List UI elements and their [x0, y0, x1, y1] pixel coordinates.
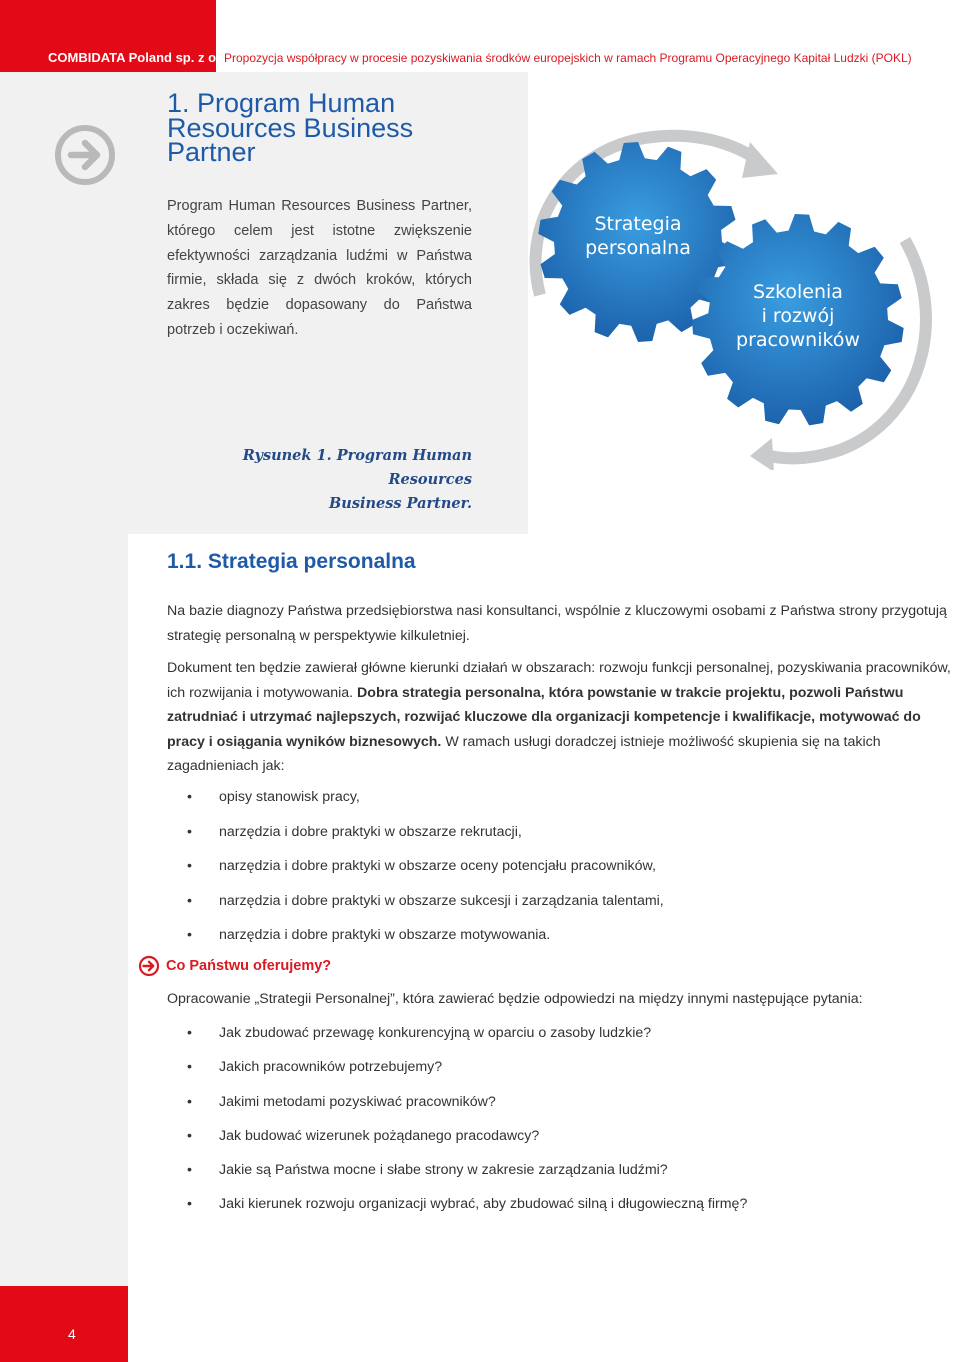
- section-paragraph-2: [167, 656, 957, 779]
- list-item: • narzędzia i dobre praktyki w obszarze oceny potencjału pracowników,: [187, 858, 664, 893]
- page-title: 1. Program Human Resources Business Partner: [167, 88, 414, 167]
- intro-text: Program Human Resources Business Partner, którego celem jest istotne zwiększenie efektywności zarządzania ludźmi w Państwa firmie, składa się z dwóch kroków, których zakres będzie dopasowany do Państwa potrzeb i oczekiwań.: [167, 198, 472, 338]
- header-title: Propozycja współpracy w procesie pozyskiwania środków europejskich w ramach Programu Operacyjnego Kapitał Ludzki (POKL): [224, 51, 912, 65]
- list-item: • Jaki kierunek rozwoju organizacji wybrać, aby zbudować silną i długowieczną firmę?: [187, 1196, 747, 1230]
- list-item: • Jak budować wizerunek pożądanego pracodawcy?: [187, 1128, 747, 1162]
- caption-line-1: Rysunek 1. Program Human Resources: [242, 447, 472, 488]
- gear2-label-line3: pracowników: [736, 329, 860, 351]
- list-item: • Jakie są Państwa mocne i słabe strony w zakresie zarządzania ludźmi?: [187, 1162, 747, 1196]
- gears-diagram: [510, 120, 950, 470]
- list-item: • Jakich pracowników potrzebujemy?: [187, 1059, 747, 1093]
- gear1-label-line2: personalna: [585, 237, 691, 259]
- list-item: • Jakimi metodami pozyskiwać pracowników?: [187, 1094, 747, 1128]
- left-sidebar: [0, 0, 128, 1362]
- offer-heading: [138, 955, 331, 977]
- list-item: • Jak zbudować przewagę konkurencyjną w oparciu o zasoby ludzkie?: [187, 1025, 747, 1059]
- page-number-box: [0, 1286, 128, 1362]
- list-item: • narzędzia i dobre praktyki w obszarze rekrutacji,: [187, 824, 664, 859]
- section-paragraph-1: Na bazie diagnozy Państwa przedsiębiorstwa nasi konsultanci, wspólnie z kluczowymi osobami z Państwa strony przygotują strategię personalną w perspektywie kilkuletniej.: [167, 603, 947, 644]
- list-item: • narzędzia i dobre praktyki w obszarze sukcesji i zarządzania talentami,: [187, 893, 664, 928]
- offer-intro: Opracowanie „Strategii Personalnej”, która zawierać będzie odpowiedzi na między innymi następujące pytania:: [167, 991, 863, 1007]
- offer-label: Co Państwu oferujemy?: [166, 958, 332, 974]
- para2-end: W ramach usługi doradczej istnieje możliwość skupienia się na takich zagadnieniach jak:: [167, 733, 881, 774]
- list-item: • narzędzia i dobre praktyki w obszarze motywowania.: [187, 927, 664, 962]
- para2-start: Dokument ten będzie zawierał główne kierunki działań w obszarach: rozwoju funkcji personalnej, pozyskiwania pracowników, ich rozwijania i motywowania.: [167, 660, 951, 701]
- gear2-label-line1: Szkolenia: [753, 281, 843, 303]
- section-title: 1.1. Strategia personalna: [167, 550, 416, 573]
- questions-list: [187, 1025, 747, 1231]
- gear2-label-line2: i rozwój: [761, 305, 835, 327]
- para2-bold: Dobra strategia personalna, która powstanie w trakcie projektu, pozwoli Państwu zatrudniać i utrzymać najlepszych, rozwijać kluczowe dla organizacji kompetencje i kwalifikacje, motywować do pracy i osiągania wyników biznesowych.: [167, 684, 921, 750]
- list-item: • opisy stanowisk pracy,: [187, 789, 664, 824]
- gear1-label-line1: Strategia: [594, 213, 682, 235]
- caption-line-2: Business Partner.: [329, 495, 472, 512]
- company-name: COMBIDATA Poland sp. z o.o.: [48, 50, 232, 65]
- cycle-arrow-right-head: [750, 438, 774, 470]
- page-number: [0, 1326, 128, 1342]
- circle-arrow-right-icon: [54, 124, 116, 191]
- topics-list: [187, 789, 664, 962]
- circle-arrow-right-icon: [138, 955, 160, 977]
- page-number-text: 4: [68, 1326, 76, 1342]
- figure-caption: [190, 444, 472, 516]
